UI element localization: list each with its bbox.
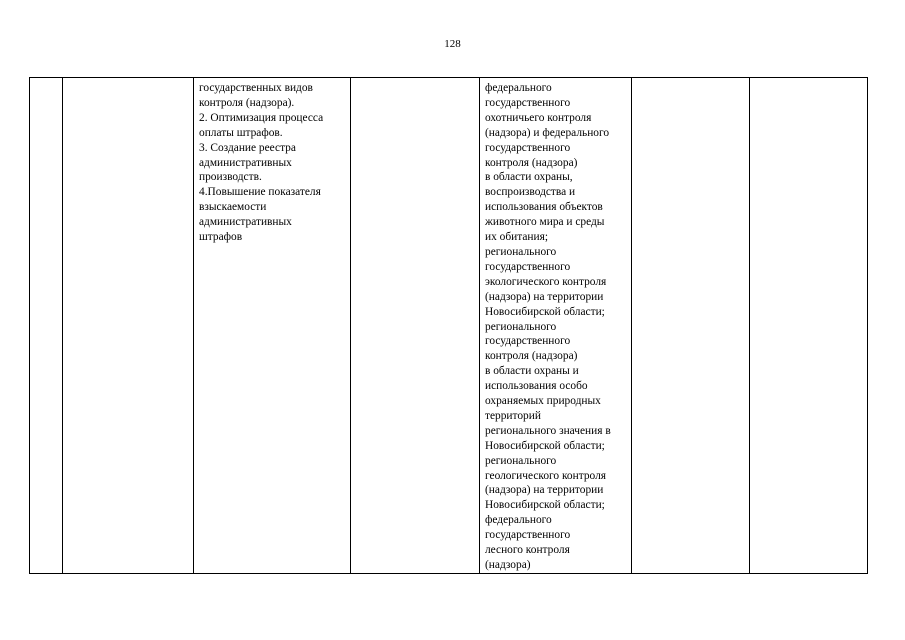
control-types-line: Новосибирской области;	[485, 499, 605, 512]
table-cell-empty	[750, 78, 868, 574]
control-types-line: использования особо	[485, 380, 588, 393]
control-types-line: в области охраны и	[485, 365, 579, 378]
page-number: 128	[444, 38, 461, 50]
control-types-line: регионального	[485, 454, 557, 467]
measures-line: контроля (надзора).	[199, 96, 295, 109]
control-types-line: их обитания;	[485, 231, 548, 244]
control-types-line: (надзора) на территории	[485, 484, 604, 497]
table-cell-measures	[194, 78, 351, 574]
control-types-line: Новосибирской области;	[485, 439, 605, 452]
measures-line: государственных видов	[199, 82, 313, 94]
table-cell-number	[30, 78, 63, 574]
table-row	[30, 78, 868, 574]
control-types-line: государственного	[485, 141, 571, 154]
control-types-line: в области охраны,	[485, 171, 573, 184]
control-types-line: геологического контроля	[485, 469, 607, 482]
measures-line: штрафов	[199, 231, 243, 244]
control-types-line: животного мира и среды	[485, 216, 605, 229]
control-types-line: регионального значения в	[485, 424, 611, 437]
table-cell-empty	[632, 78, 750, 574]
control-types-line: (надзора) и федерального	[485, 126, 610, 139]
control-types-line: экологического контроля	[485, 275, 607, 288]
measures-line: оплаты штрафов.	[199, 126, 283, 139]
control-types-line: Новосибирской области;	[485, 305, 605, 318]
control-types-line: регионального	[485, 320, 557, 333]
measures-line: административных	[199, 216, 292, 229]
measures-line: административных	[199, 156, 292, 169]
control-types-line: государственного	[485, 335, 571, 348]
control-types-line: регионального	[485, 245, 557, 258]
control-types-line: федерального	[485, 514, 552, 527]
table-cell-control-types	[480, 78, 632, 574]
control-types-line: использования объектов	[485, 201, 603, 214]
control-types-line: федерального	[485, 82, 552, 94]
control-types-line: воспроизводства и	[485, 186, 576, 199]
measures-line: 3. Создание реестра	[199, 141, 296, 154]
control-types-line: охотничьего контроля	[485, 111, 592, 124]
control-types-line: государственного	[485, 96, 571, 109]
control-types-line: контроля (надзора)	[485, 350, 578, 363]
control-types-line: лесного контроля	[485, 544, 570, 557]
measures-line: производств.	[199, 171, 262, 184]
measures-line: 2. Оптимизация процесса	[199, 111, 324, 124]
table-cell-empty	[351, 78, 480, 574]
control-types-line: контроля (надзора)	[485, 156, 578, 169]
control-types-line: (надзора)	[485, 559, 531, 571]
control-types-line: государственного	[485, 260, 571, 273]
control-types-line: охраняемых природных	[485, 395, 601, 408]
control-types-line: (надзора) на территории	[485, 290, 604, 303]
table-cell-empty	[63, 78, 194, 574]
control-types-line: территорий	[485, 409, 541, 422]
document-table	[29, 77, 868, 574]
measures-line: 4.Повышение показателя	[199, 186, 321, 199]
measures-line: взыскаемости	[199, 201, 267, 214]
control-types-line: государственного	[485, 529, 571, 542]
